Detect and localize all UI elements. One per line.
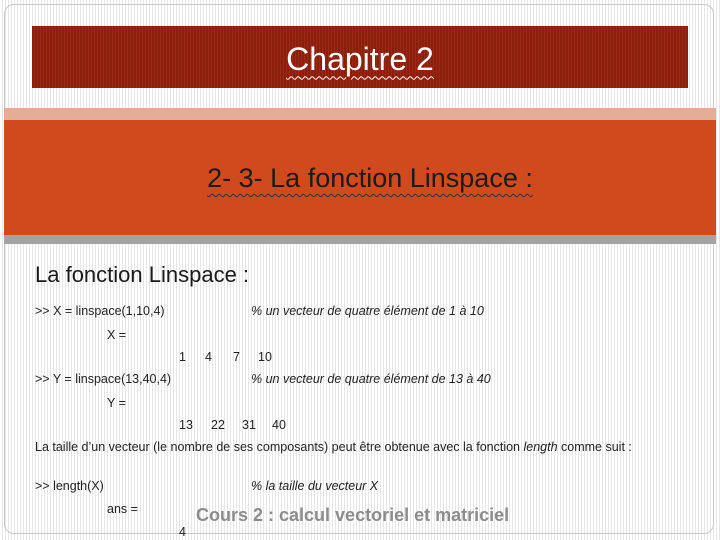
output-value: 10 xyxy=(258,350,272,364)
output-value: 1 xyxy=(179,350,186,364)
code-comment-x: % un vecteur de quatre élément de 1 à 10 xyxy=(251,304,484,318)
band-accent-bottom xyxy=(4,235,716,244)
code-command-length: >> length(X) xyxy=(35,479,104,493)
code-command-y: >> Y = linspace(13,40,4) xyxy=(35,372,172,386)
section-title: 2- 3- La fonction Linspace : xyxy=(207,163,533,193)
section-band xyxy=(4,120,716,235)
band-accent-top xyxy=(4,108,716,120)
chapter-title: Chapitre 2 xyxy=(286,40,434,77)
output-label-ans: ans = xyxy=(107,502,138,516)
paragraph-emphasis: length xyxy=(523,440,558,454)
output-value: 31 xyxy=(242,418,256,432)
output-value: 7 xyxy=(233,350,240,364)
output-value: 40 xyxy=(272,418,286,432)
output-value: 22 xyxy=(211,418,225,432)
output-value: 13 xyxy=(179,418,193,432)
code-command-x: >> X = linspace(1,10,4) xyxy=(35,304,165,318)
output-value: 4 xyxy=(179,525,186,539)
slide-footer: Cours 2 : calcul vectoriel et matriciel xyxy=(196,505,510,525)
title-bar xyxy=(32,26,688,88)
length-paragraph xyxy=(35,439,687,456)
content-heading: La fonction Linspace : xyxy=(35,262,250,287)
code-comment-length: % la taille du vecteur X xyxy=(251,479,379,493)
output-label-x: X = xyxy=(107,328,127,342)
paragraph-text: La taille d’un vecteur (le nombre de ses composants) peut être obtenue avec la fonction xyxy=(35,440,524,454)
paragraph-text-end: comme suit : xyxy=(557,440,632,454)
output-label-y: Y = xyxy=(107,396,126,410)
code-comment-y: % un vecteur de quatre élément de 13 à 40 xyxy=(251,372,491,386)
output-value: 4 xyxy=(205,350,212,364)
